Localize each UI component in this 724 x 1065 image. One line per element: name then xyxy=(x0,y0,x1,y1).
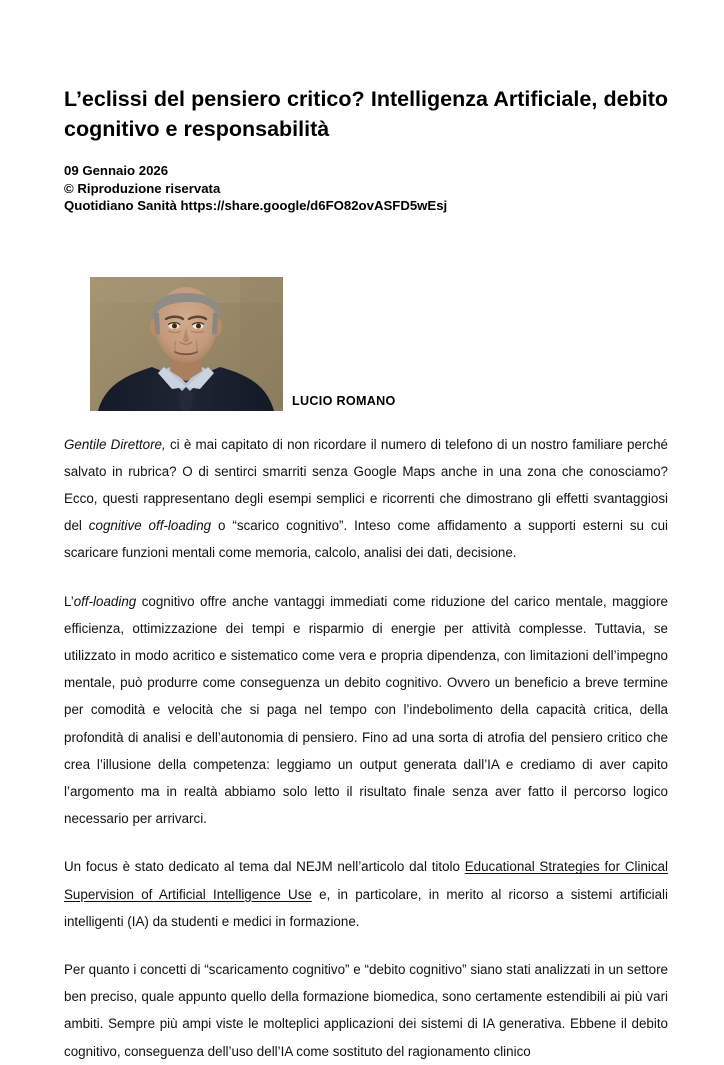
body-text-run: cognitivo offre anche vantaggi immediati come riduzione del carico mentale, maggiore efficienza, ottimizzazione dei tempi e risparmio di energie per attività complesse. Tuttavia, se utilizzato in modo acritico e sistematico come vera e propria dipendenza, con limitazioni dell’impegno mentale, può produrre come conseguenza un debito cognitivo. Ovvero un beneficio a breve termine per comodità e velocità che si paga nel tempo con l’indebolimento della capacità critica, della profondità di analisi e dell’autonomia di pensiero. Fino ad una sorta di atrofia del pensiero critico che crea l’illusione della competenza: leggiamo un output generata dall’IA e crediamo di aver capito l’argomento ma in realtà abbiamo solo letto il risultato finale senza aver fatto il percorso logico necessario per arrivarci. xyxy=(64,593,668,827)
article-body xyxy=(64,431,668,1065)
body-text-run: Per quanto i concetti di “scaricamento cognitivo” e “debito cognitivo” siano stati analizzati in un settore ben preciso, quale appunto quello della formazione biomedica, sono certamente estendibili ai più vari ambiti. Sempre più ampi viste le molteplici applicazioni dei sistemi di IA generativa. Ebbene il debito cognitivo, conseguenza dell’uso dell’IA come sostituto del ragionamento clinico xyxy=(64,961,668,1059)
body-text-run: o “scarico cognitivo”. Inteso come affidamento a supporti esterni su cui scaricare funzioni mentali come memoria, calcolo, analisi dei dati, decisione. xyxy=(64,518,669,561)
author-figure xyxy=(64,277,668,427)
paragraph xyxy=(64,853,668,935)
page-title: L’eclissi del pensiero critico? Intelligenza Artificiale, debito cognitivo e responsabilità xyxy=(64,87,668,141)
paragraph xyxy=(64,956,668,1065)
body-text-run: L’ xyxy=(64,593,74,609)
copyright-notice: © Riproduzione riservata xyxy=(64,180,221,196)
author-name: LUCIO ROMANO xyxy=(292,393,396,408)
emphasis-text: off-loading xyxy=(73,593,137,609)
emphasis-text: Gentile Direttore, xyxy=(64,436,166,452)
body-text-run: ci è mai capitato di non ricordare il numero di telefono di un nostro familiare perché salvato in rubrica? O di sentirci smarriti senza Google Maps anche in una zona che conosciamo? Ecco, questi rappresentano degli esempi semplici e ricorrenti che dimostrano gli effetti svantaggiosi del xyxy=(64,436,668,534)
emphasis-text: cognitive off-loading xyxy=(88,518,212,534)
publication-date: 09 Gennaio 2026 xyxy=(64,163,169,178)
body-text-run: Un focus è stato dedicato al tema dal NEJM nell’articolo dal titolo xyxy=(64,859,465,875)
article-link[interactable]: Educational Strategies for Clinical Supervision of Artificial Intelligence Use xyxy=(64,859,668,902)
body-text-run: e, in particolare, in merito al ricorso a sistemi artificiali intelligenti (IA) da studenti e medici in formazione. xyxy=(64,886,668,929)
article-metadata xyxy=(64,162,668,215)
document-content xyxy=(64,84,668,1065)
source-link[interactable]: Quotidiano Sanità https://share.google/d6FO82ovASFD5wEsj xyxy=(64,198,448,213)
paragraph xyxy=(64,431,668,567)
paragraph xyxy=(64,588,668,833)
author-photo xyxy=(90,277,283,411)
